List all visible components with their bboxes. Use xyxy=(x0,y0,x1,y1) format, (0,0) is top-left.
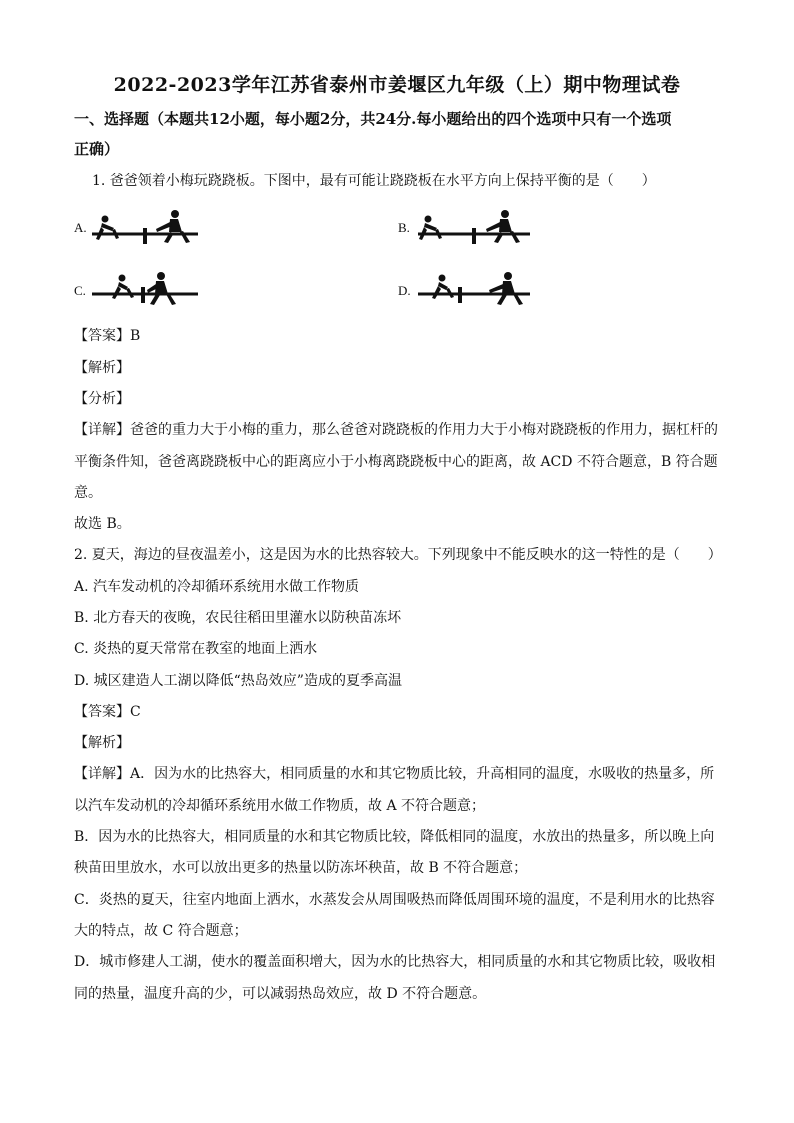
q1-option-a-label: A. xyxy=(74,220,87,235)
q1-option-b-label: B. xyxy=(398,220,410,235)
q1-option-c-label: C. xyxy=(74,283,86,298)
section-heading-line-2: 正确） xyxy=(74,140,120,158)
q1-detail-line: 意。 xyxy=(74,485,102,501)
q2-detail-line: 【详解】A．因为水的比热容大，相同质量的水和其它物质比较，升高相同的温度，水吸收的热量多，所 xyxy=(74,766,715,782)
q2-option-a: A. 汽车发动机的冷却循环系统用水做工作物质 xyxy=(74,579,360,595)
q2-detail-line: D．城市修建人工湖，使水的覆盖面积增大，因为水的比热容大，相同质量的水和其它物质比较，吸收相 xyxy=(74,954,716,970)
seesaw-figure-a xyxy=(90,206,200,246)
q2-jiexi: 【解析】 xyxy=(74,735,130,751)
q1-answer: 【答案】B xyxy=(74,328,141,344)
q2-detail-line: 秧苗田里放水，水可以放出更多的热量以防冻坏秧苗，故 B 不符合题意； xyxy=(74,860,528,876)
q2-detail-line: 同的热量，温度升高的少，可以减弱热岛效应，故 D 不符合题意。 xyxy=(74,986,487,1002)
q1-detail-line: 平衡条件知，爸爸离跷跷板中心的距离应小于小梅离跷跷板中心的距离，故 ACD 不符合题意，B 符合题 xyxy=(74,454,718,470)
q1-option-d-label: D. xyxy=(398,283,411,298)
page-title: 2022-2023学年江苏省泰州市姜堰区九年级（上）期中物理试卷 xyxy=(113,74,681,96)
q1-detail-line: 【详解】爸爸的重力大于小梅的重力，那么爸爸对跷跷板的作用力大于小梅对跷跷板的作用力，据杠杆的 xyxy=(74,422,718,438)
q2-option-d: D. 城区建造人工湖以降低“热岛效应”造成的夏季高温 xyxy=(74,673,402,689)
q2-detail-line: C．炎热的夏天，往室内地面上洒水，水蒸发会从周围吸热而降低周围环境的温度，不是利用水的比热容 xyxy=(74,892,715,908)
q2-stem: 2. 夏天，海边的昼夜温差小，这是因为水的比热容较大。下列现象中不能反映水的这一特性的是（ ） xyxy=(74,547,722,563)
q1-stem: 1. 爸爸领着小梅玩跷跷板。下图中，最有可能让跷跷板在水平方向上保持平衡的是（ ） xyxy=(92,173,656,189)
q2-detail-line: 以汽车发动机的冷却循环系统用水做工作物质，故 A 不符合题意； xyxy=(74,798,486,814)
seesaw-figure-c xyxy=(90,270,200,310)
seesaw-figure-b xyxy=(416,206,532,246)
q2-detail-line: 大的特点，故 C 符合题意； xyxy=(74,923,248,939)
q2-answer: 【答案】C xyxy=(74,704,141,720)
q1-jiexi: 【解析】 xyxy=(74,360,130,376)
q2-option-c: C. 炎热的夏天常常在教室的地面上洒水 xyxy=(74,641,318,657)
seesaw-figure-d xyxy=(416,270,532,310)
q1-fenxi: 【分析】 xyxy=(74,391,130,407)
section-heading xyxy=(74,104,724,164)
q2-option-b: B. 北方春天的夜晚，农民往稻田里灌水以防秧苗冻坏 xyxy=(74,610,402,626)
q1-conclusion: 故选 B。 xyxy=(74,516,131,532)
q2-detail-line: B．因为水的比热容大，相同质量的水和其它物质比较，降低相同的温度，水放出的热量多，所以晚上向 xyxy=(74,829,715,845)
section-heading-line-1: 一、选择题（本题共12小题，每小题2分，共24分.每小题给出的四个选项中只有一个选项 xyxy=(74,110,672,128)
